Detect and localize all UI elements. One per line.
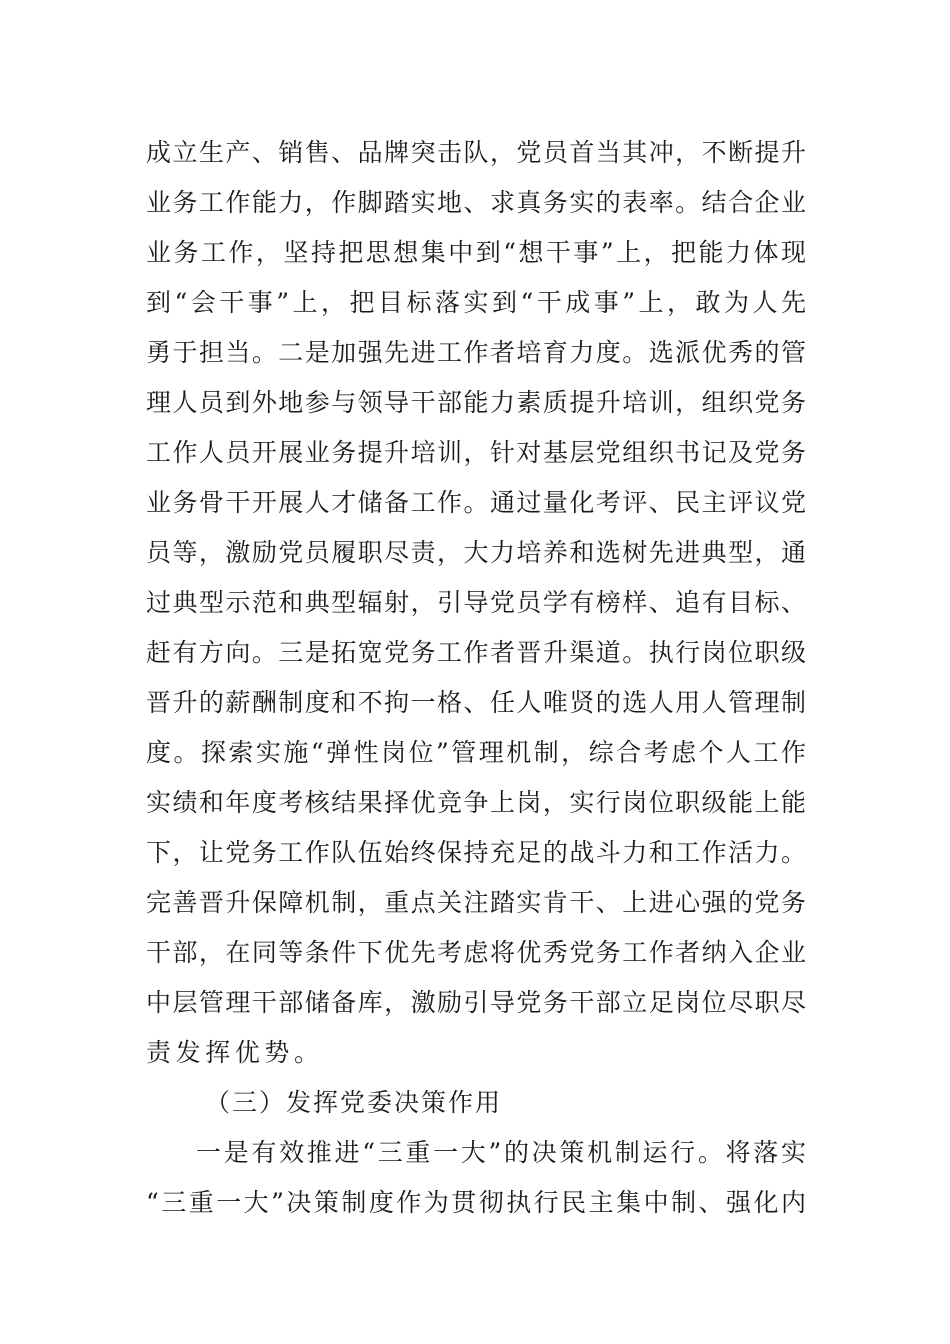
text-line: 员等，激励党员履职尽责，大力培养和选树先进典型，通 (146, 538, 806, 567)
text-line: 完善晋升保障机制，重点关注踏实肯干、上进心强的党务 (146, 888, 806, 917)
text-line: 下，让党务工作队伍始终保持充足的战斗力和工作活力。 (146, 838, 806, 867)
text-line: 中层管理干部储备库，激励引导党务干部立足岗位尽职尽 (146, 988, 806, 1017)
text-line: 工作人员开展业务提升培训，针对基层党组织书记及党务 (146, 438, 806, 467)
text-line: 过典型示范和典型辐射，引导党员学有榜样、追有目标、 (146, 588, 806, 617)
text-line: 干部，在同等条件下优先考虑将优秀党务工作者纳入企业 (146, 938, 806, 967)
text-line: 实绩和年度考核结果择优竞争上岗，实行岗位职级能上能 (146, 788, 806, 817)
text-line: 理人员到外地参与领导干部能力素质提升培训，组织党务 (146, 388, 806, 417)
text-line: “三重一大”决策制度作为贯彻执行民主集中制、强化内 (146, 1188, 806, 1217)
text-line: 业务骨干开展人才储备工作。通过量化考评、民主评议党 (146, 488, 806, 517)
text-line: 到“会干事”上，把目标落实到“干成事”上，敢为人先 (146, 288, 806, 317)
text-line: 度。探索实施“弹性岗位”管理机制，综合考虑个人工作 (146, 738, 806, 767)
text-line: 业务工作能力，作脚踏实地、求真务实的表率。结合企业 (146, 188, 806, 217)
text-line: 赶有方向。三是拓宽党务工作者晋升渠道。执行岗位职级 (146, 638, 806, 667)
text-line: 晋升的薪酬制度和不拘一格、任人唯贤的选人用人管理制 (146, 688, 806, 717)
text-line: 责发挥优势。 (146, 1038, 324, 1067)
text-line: 一是有效推进“三重一大”的决策机制运行。将落实 (196, 1138, 806, 1167)
text-line: 业务工作，坚持把思想集中到“想干事”上，把能力体现 (146, 238, 806, 267)
text-line: 成立生产、销售、品牌突击队，党员首当其冲，不断提升 (146, 138, 806, 167)
text-line: 勇于担当。二是加强先进工作者培育力度。选派优秀的管 (146, 338, 806, 367)
section-heading: （三）发挥党委决策作用 (205, 1088, 503, 1117)
